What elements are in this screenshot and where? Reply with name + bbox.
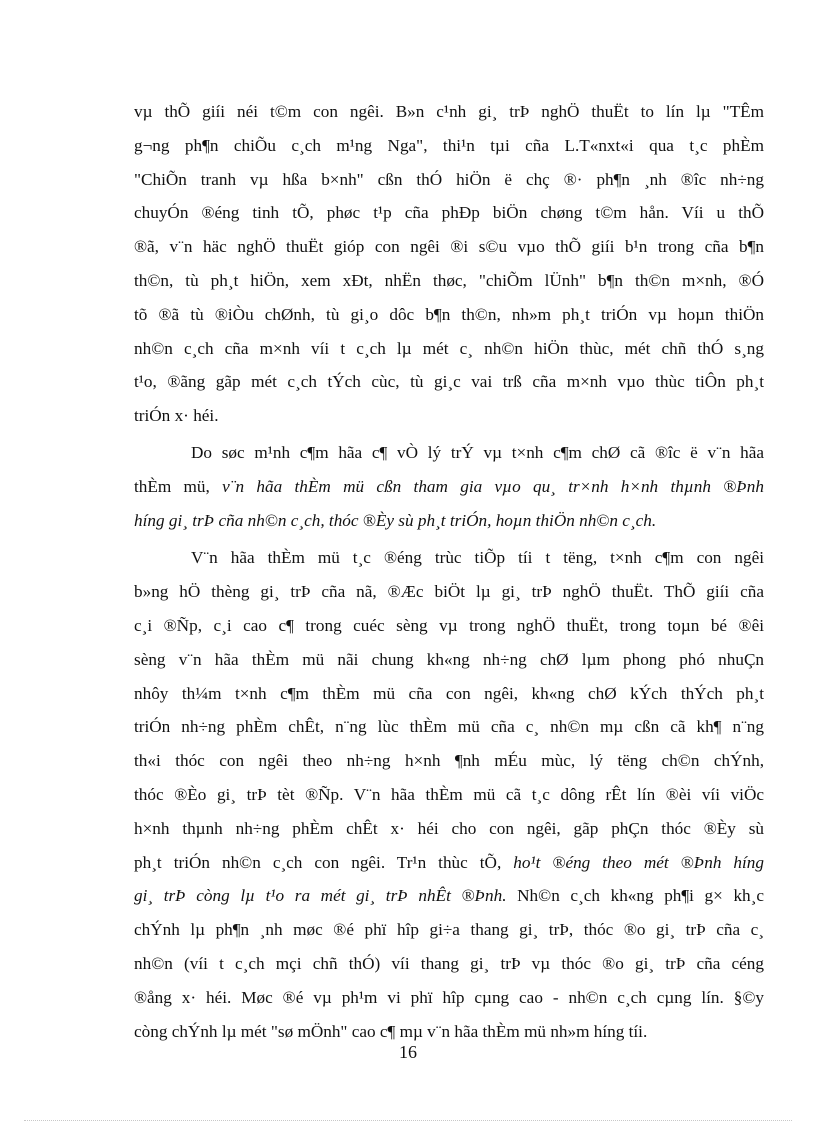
italic-text-segment: gi¸ trÞ còng lµ t¹o ra mét gi¸ trÞ nhÊt ®Þnh.: [134, 886, 507, 906]
text-segment: chÝnh lµ ph¶n ¸nh møc ®é phï hîp gi÷a thang gi¸ trÞ, thóc ®o gi¸ trÞ cña c¸: [134, 920, 764, 940]
text-segment: Nh©n c¸ch kh«ng ph¶i g× kh¸c: [506, 886, 764, 906]
paragraph: [134, 541, 764, 1048]
text-line: [134, 609, 764, 643]
page-number: 16: [399, 1042, 417, 1062]
text-segment: sèng v¨n hãa thÈm mü nãi chung kh«ng nh÷ng chØ lµm phong phó nhuÇn: [134, 649, 764, 669]
text-line: [134, 879, 764, 913]
text-segment: b»ng hÖ thèng gi¸ trÞ cña nã, ®Æc biÖt lµ gi¸ trÞ nghÖ thuËt. ThÕ giíi cña: [134, 582, 764, 602]
text-segment: còng chÝnh lµ mét "sø mÖnh" cao c¶ mµ v¨n hãa thÈm mü nh»m híng tíi.: [134, 1021, 648, 1041]
text-segment: th«i thóc con ngêi theo nh÷ng h×nh ¶nh mÉu mùc, lý tëng ch©n chÝnh,: [134, 751, 764, 771]
text-segment: c¸i ®Ñp, c¸i cao c¶ trong cuéc sèng vµ trong nghÖ thuËt, trong toµn bé ®êi: [134, 615, 764, 635]
text-segment: t¹o, ®ãng gãp mét c¸ch tÝch cùc, tù gi¸c vai trß cña m×nh vµo thùc tiÔn ph¸t: [134, 372, 764, 392]
text-line: [134, 846, 764, 880]
italic-text-segment: v¨n hãa thÈm mü cßn tham gia vµo qu¸ tr×nh h×nh thµnh ®Þnh: [222, 477, 764, 497]
text-segment: h×nh thµnh nh÷ng phÈm chÊt x· héi cho con ngêi, gãp phÇn thóc ®Èy sù: [134, 818, 764, 838]
text-line: [134, 913, 764, 947]
text-segment: Do søc m¹nh c¶m hãa c¶ vÒ lý trÝ vµ t×nh c¶m chØ cã ®îc ë v¨n hãa: [191, 443, 764, 463]
text-segment: ®ång x· héi. Møc ®é vµ ph¹m vi phï hîp cµng cao - nh©n c¸ch cµng lín. §©y: [134, 987, 764, 1007]
italic-text-segment: híng gi¸ trÞ cña nh©n c¸ch, thóc ®Èy sù ph¸t triÓn, hoµn thiÖn nh©n c¸ch.: [134, 511, 657, 531]
text-segment: th©n, tù ph¸t hiÖn, xem xÐt, nhËn thøc, "chiÕm lÜnh" b¶n th©n m×nh, ®Ó: [134, 270, 764, 290]
text-line: [134, 575, 764, 609]
text-line: [134, 264, 764, 298]
text-line: [134, 470, 764, 504]
text-segment: "ChiÕn tranh vµ hßa b×nh" cßn thÓ hiÖn ë chç ®· ph¶n ¸nh ®îc nh÷ng: [134, 169, 764, 189]
text-line: [134, 163, 764, 197]
text-line: [134, 230, 764, 264]
text-line: [134, 365, 764, 399]
text-segment: nhôy th¼m t×nh c¶m thÈm mü cña con ngêi, kh«ng chØ kÝch thÝch ph¸t: [134, 683, 764, 703]
text-line: [134, 947, 764, 981]
text-line: [134, 710, 764, 744]
body-text: [134, 95, 764, 1048]
text-line: [134, 129, 764, 163]
text-segment: triÓn x· héi.: [134, 406, 219, 426]
text-segment: g¬ng ph¶n chiÕu c¸ch m¹ng Nga", thi¹n tµi cña L.T«nxt«i qua t¸c phÈm: [134, 135, 764, 155]
text-segment: thóc ®Èo gi¸ trÞ tèt ®Ñp. V¨n hãa thÈm mü cã t¸c dông rÊt lín ®èi víi viÖc: [134, 784, 764, 804]
text-segment: nh©n c¸ch cña m×nh víi t c¸ch lµ mét c¸ nh©n hiÖn thùc, mét chñ thÓ s¸ng: [134, 338, 764, 358]
text-line: [134, 778, 764, 812]
text-segment: triÓn nh÷ng phÈm chÊt, n¨ng lùc thÈm mü cña c¸ nh©n mµ cßn cã kh¶ n¨ng: [134, 717, 764, 737]
text-segment: vµ thÕ giíi néi t©m con ngêi. B»n c¹nh gi¸ trÞ nghÖ thuËt to lín lµ "TÊm: [134, 102, 764, 121]
text-line: [134, 196, 764, 230]
text-line: [134, 643, 764, 677]
text-segment: tõ ®ã tù ®iÒu chØnh, tù gi¸o dôc b¶n th©n, nh»m ph¸t triÓn vµ hoµn thiÖn: [134, 304, 764, 324]
page-bottom-divider: [24, 1120, 792, 1121]
text-line: [134, 504, 764, 538]
text-line: [134, 298, 764, 332]
text-line: [134, 812, 764, 846]
text-line: [134, 744, 764, 778]
text-line: [134, 436, 764, 470]
text-segment: V¨n hãa thÈm mü t¸c ®éng trùc tiÕp tíi t tëng, t×nh c¶m con ngêi: [191, 548, 764, 568]
text-segment: chuyÓn ®éng tinh tÕ, phøc t¹p cña phÐp biÖn chøng t©m hån. Víi u thÕ: [134, 203, 764, 223]
text-segment: ph¸t triÓn nh©n c¸ch con ngêi. Tr¹n thùc tÕ,: [134, 852, 514, 872]
text-line: [134, 332, 764, 366]
paragraph: [134, 95, 764, 433]
text-segment: nh©n (víi t c¸ch mçi chñ thÓ) víi thang gi¸ trÞ vµ thóc ®o gi¸ trÞ cña céng: [134, 953, 764, 973]
text-segment: thÈm mü,: [134, 477, 223, 497]
text-line: [134, 981, 764, 1015]
text-segment: ®ã, v¨n häc nghÖ thuËt gióp con ngêi ®i s©u vµo thÕ giíi b¹n trong cña b¶n: [134, 237, 764, 257]
italic-text-segment: ho¹t ®éng theo mét ®Þnh híng: [513, 852, 764, 872]
text-line: [134, 399, 764, 433]
text-line: [134, 541, 764, 575]
text-line: [134, 677, 764, 711]
text-line: [134, 95, 764, 129]
paragraph: [134, 436, 764, 537]
